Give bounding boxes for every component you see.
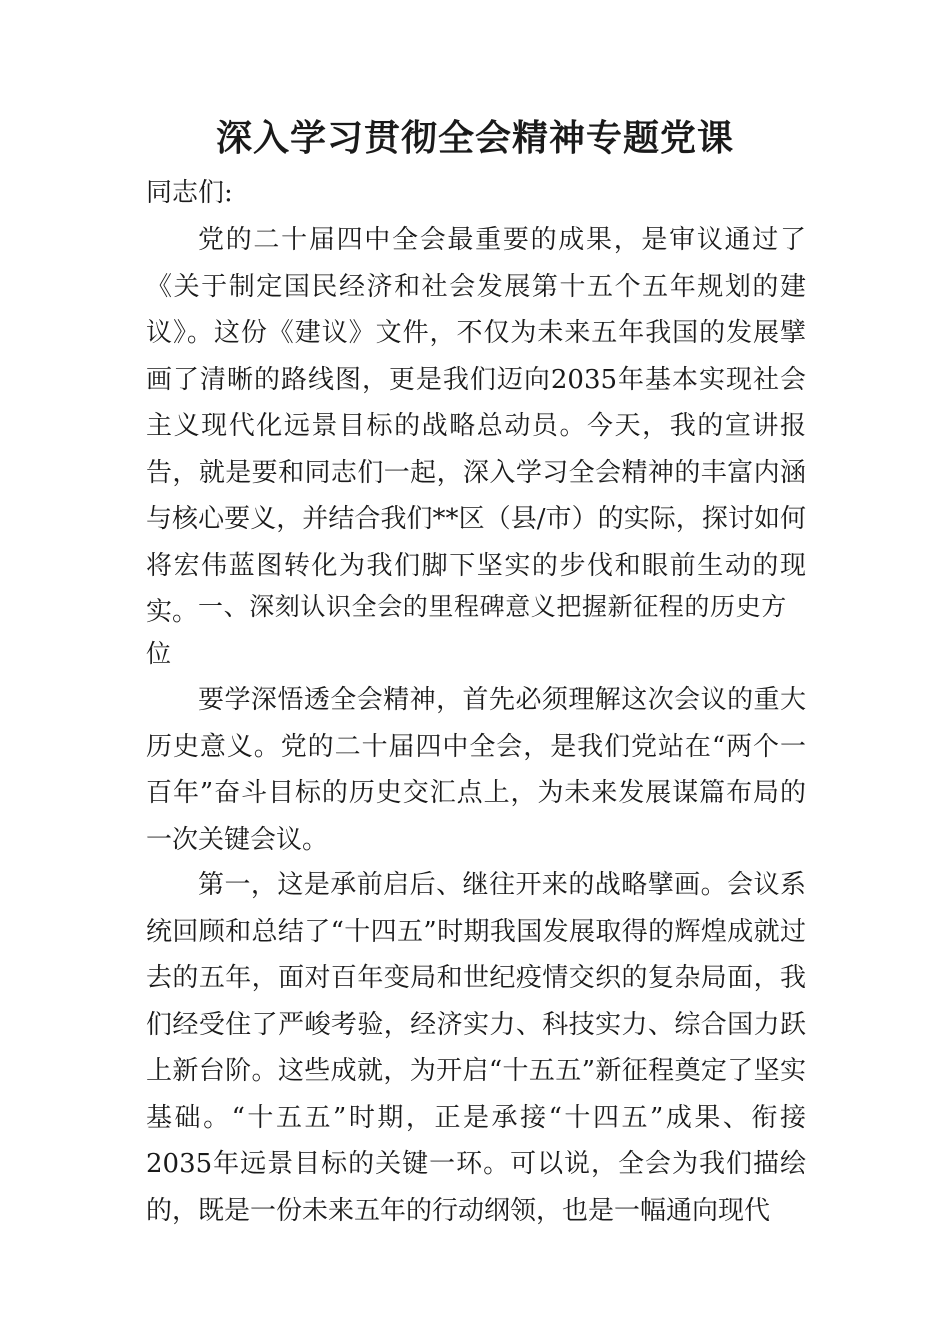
document-title: 深入学习贯彻全会精神专题党课 (215, 117, 734, 159)
section-heading: 一、深刻认识全会的里程碑意义把握新征程的历史方位 (146, 592, 787, 668)
section-intro-paragraph: 要学深悟透全会精神，首先必须理解这次会议的重大历史意义。党的二十届四中全会，是我们党站在“两个一百年”奋斗目标的历史交汇点上，为未来发展谋篇布局的一次关键会议。 (146, 685, 806, 855)
salutation: 同志们: (146, 178, 233, 208)
intro-paragraph: 党的二十届四中全会最重要的成果，是审议通过了《关于制定国民经济和社会发展第十五个五年规划的建议》。这份《建议》文件，不仅为未来五年我国的发展擘画了清晰的路线图，更是我们迈向2035年基本实现社会主义现代化远景目标的战略总动员。今天，我的宣讲报告，就是要和同志们一起，深入学习全会精神的丰富内涵与核心要义，并结合我们**区（县/市）的实际，探讨如何将宏伟蓝图转化为我们脚下坚实的步伐和眼前生动的现实。 (146, 225, 806, 627)
point-one-paragraph: 第一，这是承前启后、继往开来的战略擘画。会议系统回顾和总结了“十四五”时期我国发展取得的辉煌成就过去的五年，面对百年变局和世纪疫情交织的复杂局面，我们经受住了严峻考验，经济实力、科技实力、综合国力跃上新台阶。这些成就，为开启“十五五”新征程奠定了坚实基础。“十五五”时期，正是承接“十四五”成果、衔接2035年远景目标的关键一环。可以说，全会为我们描绘的，既是一份未来五年的行动纲领，也是一幅通向现代 (146, 870, 806, 1226)
